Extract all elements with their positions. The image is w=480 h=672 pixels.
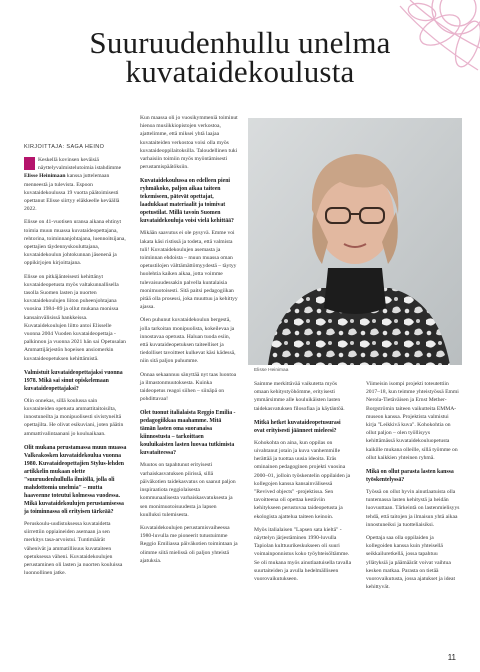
paragraph: Peruskoulu-uudistuksessa kuvataidetta siirrettiin oppiaineiden asemaan ja sen merkitys tasa-arvoistui. Tuntimäärät vähenivät ja ammatillisuus kuvataiteen opetuksessa väheni. Kuvataidekoulujen perustaminen oli lasten ja nuorten kouluissa luonnollinen jatke.	[24, 520, 123, 577]
paragraph: Kuvataidekoulujen perustamisvaiheessa 1980-luvulla me pioneerit tutustuimme Reggio Emiliassa päiväkotien toimintaan ja olimme siitä mielissä oli paljon yhteistä ajatuksia.	[140, 524, 238, 564]
question: Valmistuit kuvataideopettajaksi vuonna 1978. Mikä sai sinut opiskelemaan kuvataideopettajaksi?	[24, 369, 123, 392]
paragraph: Myös italialaisen "Lapsen sata kieltä" -näyttelyn järjestäminen 1990-luvulla Tapiolan kulttuurikeskukseen oli suuri voimainponnistus koko työyhteisöltämme. Se oli mukana myös ainutlaatuisella tavalla suurtaiteiden ja avulla hedelmälliseen vuorovaikutukseen.	[254, 526, 352, 583]
intro-paragraph	[24, 156, 128, 213]
paragraph: Opettaja saa olla oppilaiden ja kollegoiden kanssa kuin yhteisellä seikkailuretkellä, jossa tapahtuu yllätyksiä ja päämäärät voivat vaihtua kesken matkaa. Parasta on tietää vuorovaikutusta, jossa ajatukset ja ideat kehittyvät.	[366, 535, 456, 591]
paragraph: Saimme merkittävää vaikutetta myös omaan kehitystyöhömme, erityisesti ymmärsimme alle kouluikäisten lasten taidekasvatuksen filosofiaa ja käytäntöä.	[254, 381, 345, 412]
article-column-3	[254, 380, 352, 588]
article-column-1	[24, 156, 128, 582]
paragraph: Työssä on ollut hyvin ainutlaatuista olla tuntemassa lasten kehitystä ja heidän luovuuttaan. Tärkeintä on lastenmielisyys tehdä, että taitojen ja ilmaisun yhtä aikaa innostuneiksi ja tuotteliaisiksi.	[366, 489, 460, 528]
page-number: 11	[447, 653, 456, 662]
article-column-2	[140, 114, 238, 570]
paragraph: Olen puhunut kuvataidekoulun bergestä, jolla tarkoitan monipuolista, kokeilevaa ja innostavaa opetusta. Haluan tuoda esiin, että kuvataideopetuksen taiteelliset ja tiedolliset tavoitteet kulkevat käsi kädessä, niin sitä paljon puhumme.	[140, 317, 236, 365]
paragraph: Olin onnekas, sillä koulussa sain kuvataiteiden opetusta ammattitaitoisilta, innostuneilta ja monipuolisesti sivistyneiltä opettajilta. He olivat esikuviani, joten päätin ammattivalintaanani jo kouluaikaan.	[24, 397, 124, 437]
question: Mitkä hetket kuvataideopetusurasi ovat erityisesti jäänneet mieleesi?	[254, 419, 341, 434]
intro-text: Keskellä kovinsen keväisiä näyttelyvalmistelutoimia istahdimme	[38, 157, 122, 172]
article-column-4	[366, 380, 460, 596]
title-line-1: Suuruudenhullu unelma	[89, 25, 391, 60]
paragraph: Muutos on tapahtunut erityisesti varhaiskasvatuksen piirissä, sillä päiväkotien taidekasvatus on saanut paljon inspiraatiota reggiolaisesta kommunaalisesta varhaiskasvatuksesta ja sen monimuotoisuudesta ja lapsen kuulluksi tulemisesta.	[140, 462, 236, 518]
paragraph: Elisse on pitkäjänteisesti kehittänyt kuvataideopetusta myös valtakunnallisella tasolla Suomen lasten ja nuorten kuvataidekoulujen liiton puheenjohtajana vuosina 1984–89 ja ollut mukana monissa kansainvälisissä hankkeissa. Kuvataidekoulujen liitto antoi Elisselle vuonna 2004 Vuoden kuvataideopettaja -palkinnon ja vuonna 2021 hän sai Opetusalan Ammattijärjestön hopeisen ansiomerkin kuvataideopetuksen kehittämistä.	[24, 273, 126, 362]
paragraph: Viimeisin isompi projekti toteutettiin 2017–18, kun teimme yhteistyössä Emmi Nerola-Tietäväisen ja Ernst Mether-Borgströmin taiteen vaikutteita EMMA-museon kanssa. Projektista valmistui kirja "Leikkivä kuva". Kohokohtia on ollut paljon – olen työllisyys kehittämässä kuvataidekouluopetusta kaikille mukana olleille, sillä työmme on ollut kaikkien yhteinen ryhmä.	[366, 381, 459, 461]
paragraph: Mikään saavutus ei ole pysyvä. Emme voi lakata käsi ristissä ja todeta, että valmista tuli! Kuvataidekoulujen asemasta ja toiminnan ehdoista – muun muassa oman opetustilojen välttämättömyydestä – täytyy huolehtia kaiken aikaa, jotta voimme tulevaisuudessakin palvella kuntalaisia monimuotoisesti. Sitä paitsi pedagogiikan pitää olla prosessi, joka muuttuu ja kehittyy ajassa.	[140, 230, 238, 311]
question: Mikä on ollut parasta lasten kanssa työskentelyssä?	[366, 469, 454, 484]
question: Kuvataidekoulussa on edelleen pieni ryhmäkoko, paljon aikaa taiteen tekemiseen, pätevät opettajat, laadukkaat materiaalit ja toimivat opetustilat. Millä tavoin Suomen kuvataidekouluja voisi vielä kehittää?	[140, 178, 234, 225]
paragraph: Kohokohta on aina, kun oppilas on uivahtanut jotain ja kuva vanhemmille herättää ja tuottaa uusia ideoita. Eräs ominainen pedagoginen projekti vuosina 2000–01, jolloin työskentelin oppilaiden ja kollegojen kanssa kansainvälisessä "Revived objects" -projektissa. Sen tavoitteena oli opettaa kestäviin kehitykseen perustuvaa taideopetusta ja ekologista ajattelua taiteen keinoin.	[254, 439, 351, 520]
drop-cap-block	[24, 157, 35, 170]
page-title	[0, 25, 480, 89]
paragraph: Elisse on 41-vuotisen uransa aikana ehtinyt toimia muun muassa kuvataideopettajana, rehtorina, toiminnanjohtajana, luennoitsijana, opettajien täydennyskouluttajana, kuvataidekoulun johtokunnan jäsenenä ja oppikirjojen kirjoittajana.	[24, 219, 126, 267]
portrait-illustration	[248, 118, 462, 365]
question: Olet tuonut italialaista Reggio Emilia -pedagogiikkaa maahamme. Mitä tämän lasten oma suoranaisa kiinnostusta – tarkoittaen kouluikaisten lasten luovaa tutkimista kuvataiteessa?	[140, 410, 236, 457]
paragraph: Kun maassa oli jo vuosikymmeniä toiminut hienoa musiikkiopistojen verkostoa, ajattelimme, että miksei yhtä laajaa kuvataiteiden verkostoa voisi olla myös kuvataideoppilaitoksilla. Taloudellinen tuki varhaisiin toimiin myös myöntämisesti perustamispäätöksiin.	[140, 115, 238, 171]
interviewee-name: Elisse Heinimaan	[24, 173, 66, 180]
portrait-photo	[248, 118, 462, 365]
paragraph: Onnaa sekaannuu sänyttää nyt taas luontoa ja ilmastonmuutoksesta. Kuinka taideopetus reagoi siihen – siinäpä on pohdittavaa!	[140, 371, 237, 403]
question: Olit mukana perustamassa muun muassa Valkeakosken kuvataidekoulua vuonna 1980. Kuvataideopettajien Stylus-lehden artikkelin mukaan olette "suuruudenhullulla ilmiöllä, jolla oli mahdottomia unelmia" – mutta haaveenne toteutui kolmessa vuodessa. Mikä kuvataidekoulujen perustamisessa ja toiminnassa oli erityisen tärkeää?	[24, 444, 127, 515]
photo-caption: Elisse Heinimaa	[254, 368, 289, 373]
title-line-2: kuvataidekoulusta	[125, 54, 355, 89]
byline: KIRJOITTAJA: SAGA HEINO	[24, 144, 105, 150]
intro-text-rest: kanssa juttelemaan menneestä ja tulevista. Espoon kuvataidekoulussa 19 vuotta päätoimisesti opettanut Elisse siirtyy eläkkeelle keväällä 2022.	[24, 173, 120, 213]
